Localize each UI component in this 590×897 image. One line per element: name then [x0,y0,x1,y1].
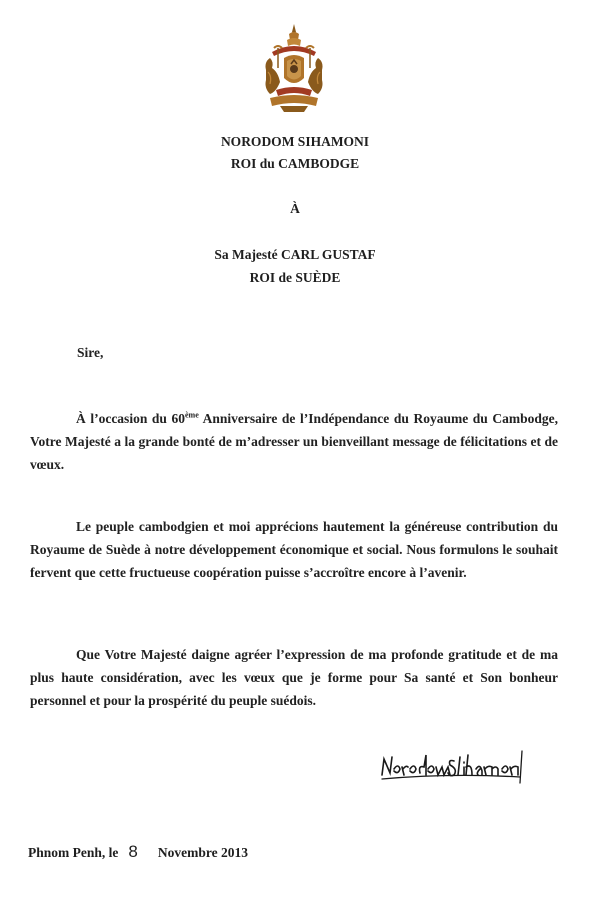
paragraph-3-text: Que Votre Majesté daigne agréer l’expression de ma profonde gratitude et de ma plus haute considération, avec les vœux que je forme pour Sa santé et Son bonheur personnel et pour la prospérité du peuple suédois. [30,647,558,708]
sender-title: ROI du CAMBODGE [230,156,360,171]
paragraph-1-rest: Anniversaire de l’Indépendance du Royaume du Cambodge, Votre Majesté a la grande bonté de m’adresser un bienveillant message de félicitations et de vœux. [30,411,558,472]
ordinal-superscript: ème [185,410,199,420]
royal-crest-icon [258,22,330,114]
recipient-title: ROI de SUÈDE [249,270,341,285]
recipient-name: Sa Majesté CARL GUSTAF [214,247,376,262]
date-month-year: Novembre 2013 [157,845,248,860]
handwritten-signature [380,745,530,785]
date-place: Phnom Penh, le [28,845,119,860]
addressee-preposition: À [290,201,300,216]
paragraph-1 [30,407,558,476]
salutation: Sire, [77,345,104,360]
paragraph-2 [30,515,558,584]
date-day: 8 [128,842,138,861]
paragraph-2-text: Le peuple cambodgien et moi apprécions hautement la généreuse contribution du Royaume de Suède à notre développement économique et social. Nous formulons le souhait fervent que cette fructueuse coopération puisse s’accroître encore à l’avenir. [30,519,558,580]
sender-name: NORODOM SIHAMONI [220,134,370,149]
paragraph-1-start: À l’occasion du 60 [76,411,185,426]
paragraph-3 [30,643,558,712]
date-line [28,842,248,862]
